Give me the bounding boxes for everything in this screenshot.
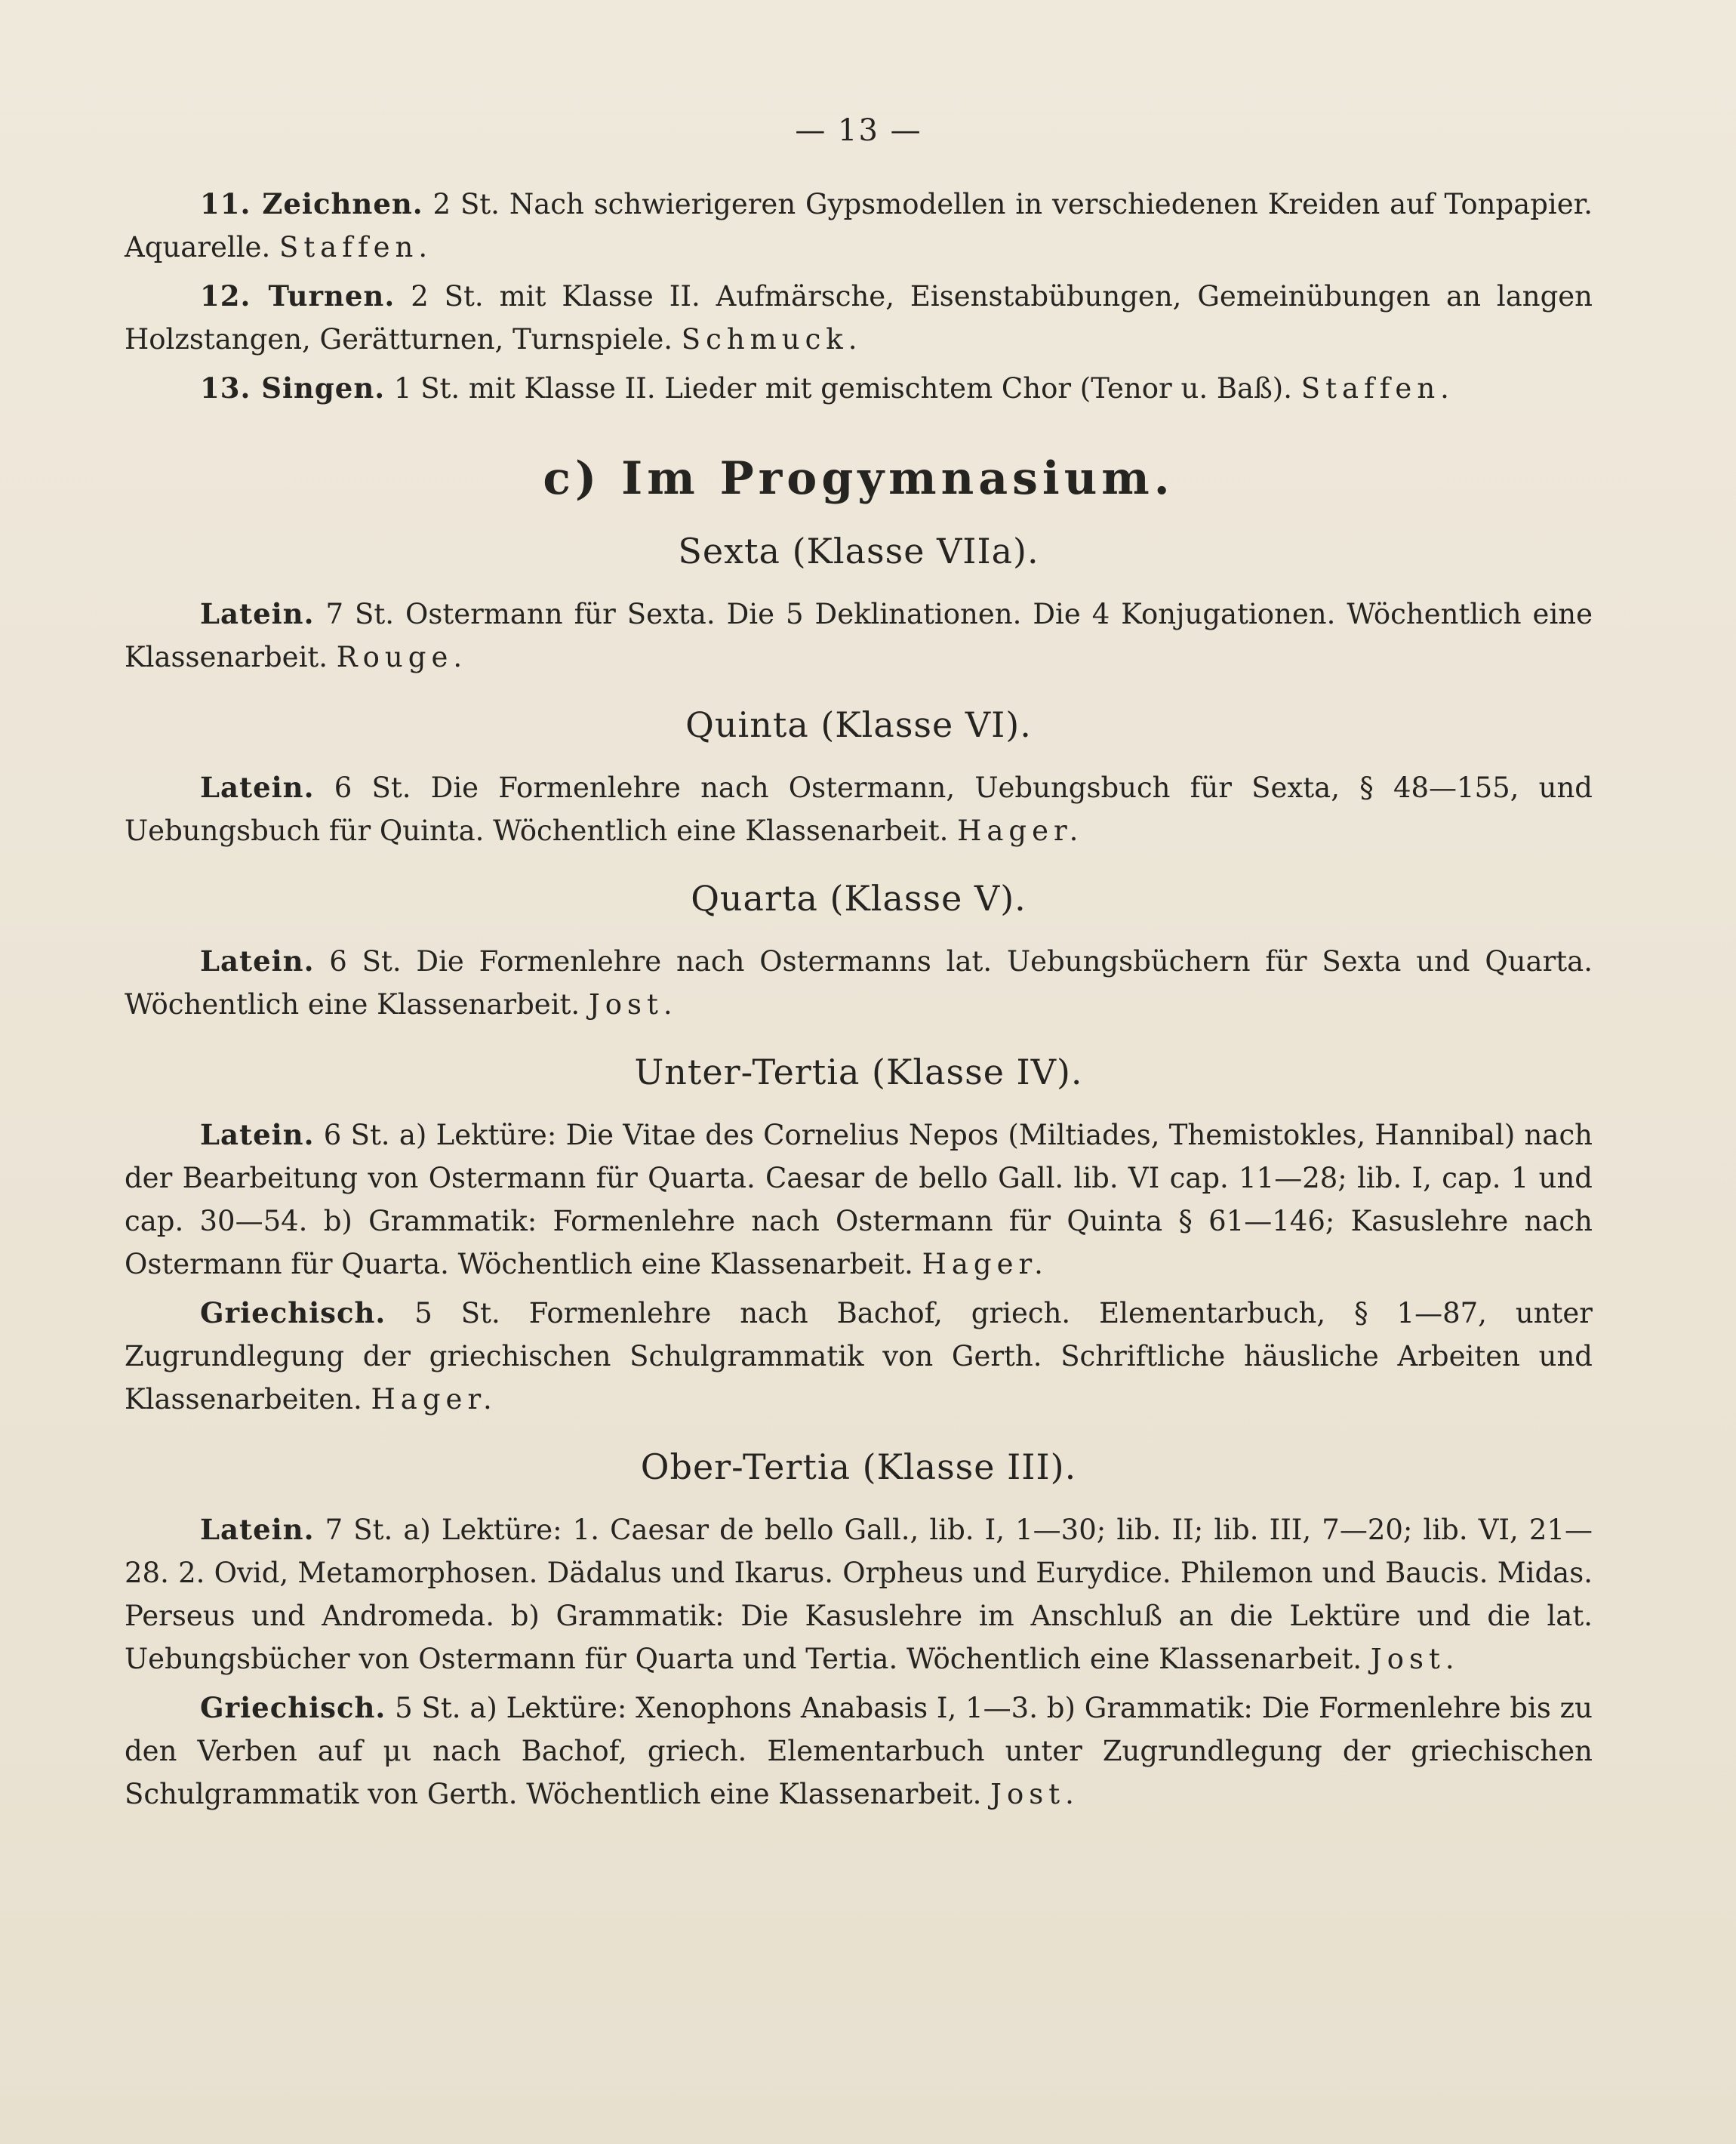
entry-ober-tertia-latein [125,1508,1593,1680]
class-title-ober-tertia: Ober-Tertia (Klasse III). [640,1446,1077,1487]
entry-unter-tertia-griechisch [125,1292,1593,1421]
item-teacher: Staffen. [1300,372,1454,405]
item-teacher: Staffen. [279,231,433,263]
entry-subject: Griechisch. [200,1296,386,1329]
entry-text: 7 St. Ostermann für Sexta. Die 5 Deklinationen. Die 4 Konjugationen. Wöchentlich eine Klassenarbeit. [125,598,1593,673]
class-title-unter-tertia: Unter-Tertia (Klasse IV). [634,1052,1083,1092]
class-title-quinta: Quinta (Klasse VI). [685,704,1032,745]
class-title-sexta: Sexta (Klasse VIIa). [678,531,1039,571]
entry-text: 5 St. Formenlehre nach Bachof, griech. Elementarbuch, § 1—87, unter Zugrundlegung der griechischen Schulgrammatik von Gerth. Schriftliche häusliche Arbeiten und Klassenarbeiten. [125,1297,1593,1415]
entry-subject: Griechisch. [200,1691,386,1724]
entry-teacher: Rouge. [336,641,468,673]
entry-subject: Latein. [200,1513,315,1546]
entry-text: 7 St. a) Lektüre: 1. Caesar de bello Gall., lib. I, 1—30; lib. II; lib. III, 7—20; lib. VI, 21—28. 2. Ovid, Metamorphosen. Dädalus und Ikarus. Orpheus und Eurydice. Philemon und Baucis. Midas. Perseus und Andromeda. b) Grammatik: Die Kasuslehre im Anschluß an die Lektüre und die lat. Uebungsbücher von Ostermann für Quarta und Tertia. Wöchentlich eine Klassenarbeit. [125,1514,1593,1675]
item-subject: 13. Singen. [200,371,386,405]
entry-subject: Latein. [200,1118,315,1151]
entry-quarta-latein [125,940,1593,1026]
entry-unter-tertia-latein [125,1114,1593,1286]
entry-text: 6 St. Die Formenlehre nach Ostermann, Uebungsbuch für Sexta, § 48—155, und Uebungsbuch für Quinta. Wöchentlich eine Klassenarbeit. [125,772,1593,847]
item-text: 2 St. mit Klasse II. Aufmärsche, Eisenstabübungen, Gemeinübungen an langen Holzstangen, Gerätturnen, Turnspiele. [125,280,1593,356]
entry-quinta-latein [125,766,1593,852]
item-text: 1 St. mit Klasse II. Lieder mit gemischtem Chor (Tenor u. Baß). [393,372,1292,405]
class-title-quarta: Quarta (Klasse V). [691,878,1027,919]
item-subject: 11. Zeichnen. [200,187,423,220]
entry-sexta-latein [125,593,1593,679]
item-zeichnen [125,183,1593,269]
page-number: — 13 — [795,113,922,148]
entry-teacher: Hager. [922,1248,1048,1280]
entry-text: 5 St. a) Lektüre: Xenophons Anabasis I, 1—3. b) Grammatik: Die Formenlehre bis zu den Verben auf μι nach Bachof, griech. Elementarbuch unter Zugrundlegung der griechischen Schulgrammatik von Gerth. Wöchentlich eine Klassenarbeit. [125,1692,1593,1810]
entry-teacher: Hager. [957,815,1084,847]
entry-teacher: Jost. [588,988,678,1021]
item-turnen [125,275,1593,361]
entry-teacher: Jost. [990,1778,1079,1810]
section-title: c) Im Progymnasium. [543,452,1174,505]
entry-teacher: Jost. [1370,1643,1460,1675]
entry-text: 6 St. a) Lektüre: Die Vitae des Cornelius Nepos (Miltiades, Themistokles, Hannibal) nach der Bearbeitung von Ostermann für Quarta. Caesar de bello Gall. lib. VI cap. 11—28; lib. I, cap. 1 und cap. 30—54. b) Grammatik: Formenlehre nach Ostermann für Quinta § 61—146; Kasuslehre nach Ostermann für Quarta. Wöchentlich eine Klassenarbeit. [125,1119,1593,1280]
entry-ober-tertia-griechisch [125,1687,1593,1816]
item-text: 2 St. Nach schwierigeren Gypsmodellen in verschiedenen Kreiden auf Tonpapier. Aquarelle. [125,188,1593,263]
item-teacher: Schmuck. [681,323,863,356]
entry-subject: Latein. [200,771,315,804]
entry-text: 6 St. Die Formenlehre nach Ostermanns lat. Uebungsbüchern für Sexta und Quarta. Wöchentlich eine Klassenarbeit. [125,945,1593,1021]
item-singen [125,367,1593,410]
entry-subject: Latein. [200,944,315,978]
entry-teacher: Hager. [371,1383,497,1415]
items-block [125,183,1593,410]
item-subject: 12. Turnen. [200,279,396,313]
entry-subject: Latein. [200,597,315,630]
